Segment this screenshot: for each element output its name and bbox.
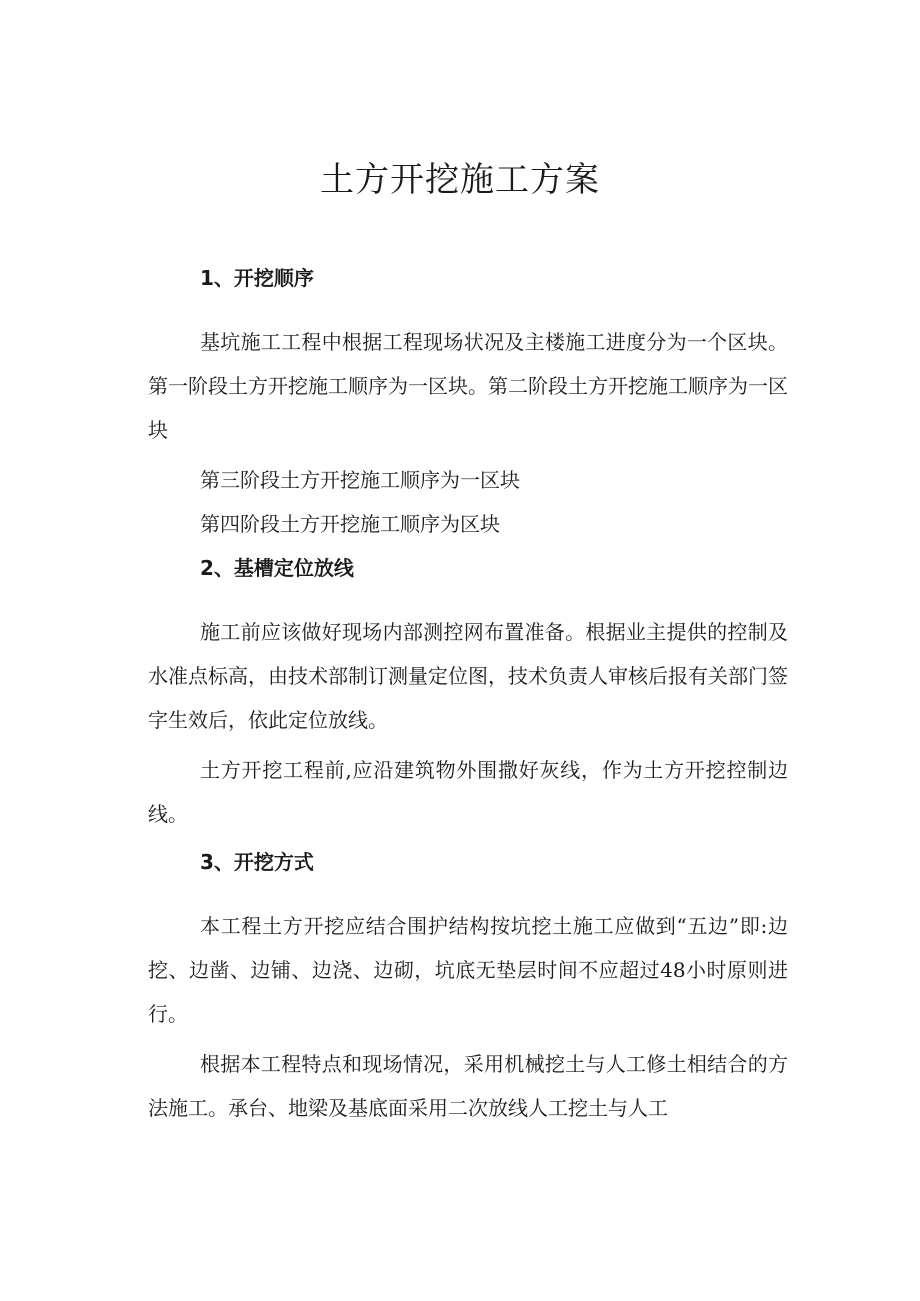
section-heading: 2、基槽定位放线: [200, 556, 354, 580]
paragraph: 本工程土方开挖应结合围护结构按坑挖土施工应做到“五边”即:边挖、边凿、边铺、边浇、边砌，坑底无垫层时间不应超过48小时原则进行。: [148, 914, 788, 1026]
section-heading: 1、开挖顺序: [200, 266, 314, 290]
paragraph: 施工前应该做好现场内部测控网布置准备。根据业主提供的控制及水准点标高，由技术部制订测量定位图，技术负责人审核后报有关部门签字生效后，依此定位放线。: [148, 620, 788, 732]
document-title: 土方开挖施工方案: [320, 160, 600, 200]
paragraph: 根据本工程特点和现场情况，采用机械挖土与人工修土相结合的方法施工。承台、地梁及基底面采用二次放线人工挖土与人工: [148, 1052, 788, 1120]
paragraph: 基坑施工工程中根据工程现场状况及主楼施工进度分为一个区块。第一阶段土方开挖施工顺序为一区块。第二阶段土方开挖施工顺序为一区块: [148, 330, 788, 442]
section-excavation-method: [148, 836, 788, 1130]
section-excavation-sequence: [148, 256, 788, 546]
document-body: [148, 256, 788, 1130]
section-heading: 3、开挖方式: [200, 850, 314, 874]
paragraph: 第三阶段土方开挖施工顺序为一区块: [200, 468, 520, 492]
paragraph: 土方开挖工程前,应沿建筑物外围撒好灰线，作为土方开挖控制边线。: [148, 758, 788, 826]
section-trench-positioning: [148, 546, 788, 836]
paragraph: 第四阶段土方开挖施工顺序为区块: [200, 512, 500, 536]
